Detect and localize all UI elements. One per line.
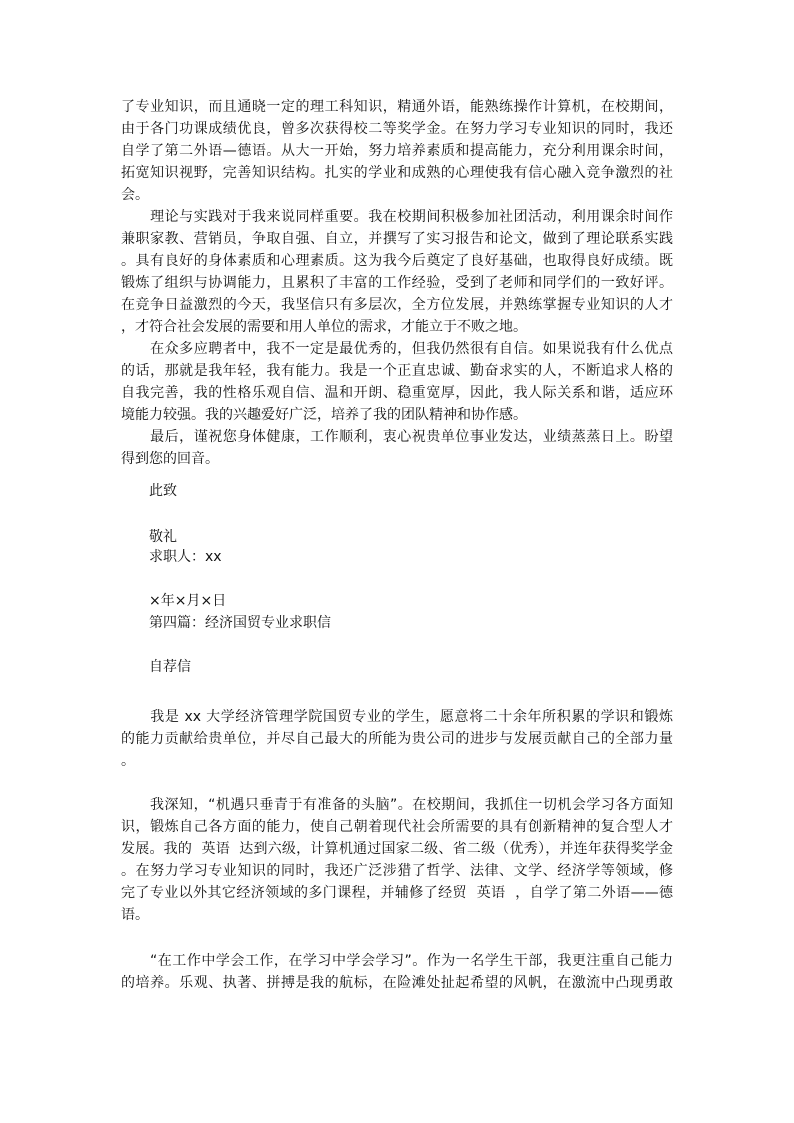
letter-heading: 自荐信 [121, 659, 191, 675]
text-line: 自我完善，我的性格乐观自信、温和开朗、稳重宽厚，因此，我人际关系和谐，适应环 [121, 385, 673, 401]
text-line: 由于各门功课成绩优良，曾多次获得校二等奖学金。在努力学习专业知识的同时，我还 [121, 121, 673, 137]
text-line: 。在努力学习专业知识的同时，我还广泛涉猎了哲学、法律、文学、经济学等领域，修 [121, 863, 673, 879]
text-line: “在工作中学会工作，在学习中学会学习”。作为一名学生干部，我更注重自己能力 [121, 953, 673, 969]
applicant-name: 求职人：xx [121, 549, 222, 565]
section-title: 第四篇：经济国贸专业求职信 [121, 615, 331, 631]
text-line: 自学了第二外语—德语。从大一开始，努力培养素质和提高能力，充分利用课余时间， [121, 143, 673, 159]
letter-date: ×年×月×日 [121, 593, 227, 609]
closing-cizhi: 此致 [121, 483, 177, 499]
text-line: 我是 xx 大学经济管理学院国贸专业的学生，愿意将二十余年所积累的学识和锻炼 [121, 709, 673, 725]
text-line: 完了专业以外其它经济领域的多门课程，并辅修了经贸 英语 ，自学了第二外语——德 [121, 885, 673, 901]
text-line: 得到您的回音。 [121, 451, 219, 467]
text-line: 理论与实践对于我来说同样重要。我在校期间积极参加社团活动，利用课余时间作 [121, 209, 673, 225]
closing-jingli: 敬礼 [121, 529, 177, 545]
text-line: 锻炼了组织与协调能力，且累积了丰富的工作经验，受到了老师和同学们的一致好评。 [121, 275, 673, 291]
text-line: 最后，谨祝您身体健康，工作顺利，衷心祝贵单位事业发达，业绩蒸蒸日上。盼望 [121, 429, 673, 445]
text-line: 我深知，“机遇只垂青于有准备的头脑”。在校期间，我抓住一切机会学习各方面知 [121, 797, 673, 813]
text-line: 拓宽知识视野，完善知识结构。扎实的学业和成熟的心理使我有信心融入竞争激烈的社 [121, 165, 673, 181]
text-line: 。 [121, 753, 135, 769]
text-line: ，才符合社会发展的需要和用人单位的需求，才能立于不败之地。 [121, 319, 527, 335]
text-line: 境能力较强。我的兴趣爱好广泛，培养了我的团队精神和协作感。 [121, 407, 527, 423]
text-line: 兼职家教、营销员，争取自强、自立，并撰写了实习报告和论文，做到了理论联系实践 [121, 231, 673, 247]
text-line: 的培养。乐观、执著、拼搏是我的航标，在险滩处扯起希望的风帆，在激流中凸现勇敢 [121, 975, 673, 991]
text-line: 在众多应聘者中，我不一定是最优秀的，但我仍然很有自信。如果说我有什么优点 [121, 341, 673, 357]
text-line: 。具有良好的身体素质和心理素质。这为我今后奠定了良好基础，也取得良好成绩。既 [121, 253, 673, 269]
text-line: 语。 [121, 907, 149, 923]
text-line: 的能力贡献给贵单位，并尽自己最大的所能为贵公司的进步与发展贡献自己的全部力量 [121, 731, 673, 747]
text-line: 了专业知识，而且通晓一定的理工科知识，精通外语，能熟练操作计算机，在校期间， [121, 99, 673, 115]
text-line: 识，锻炼自己各方面的能力，使自己朝着现代社会所需要的具有创新精神的复合型人才 [121, 819, 673, 835]
text-line: 在竞争日益激烈的今天，我坚信只有多层次，全方位发展，并熟练掌握专业知识的人才 [121, 297, 673, 313]
text-line: 发展。我的 英语 达到六级，计算机通过国家二级、省二级（优秀），并连年获得奖学金 [121, 841, 673, 857]
text-line: 的话，那就是我年轻，我有能力。我是一个正直忠诚、勤奋求实的人，不断追求人格的 [121, 363, 673, 379]
text-line: 会。 [121, 187, 149, 203]
